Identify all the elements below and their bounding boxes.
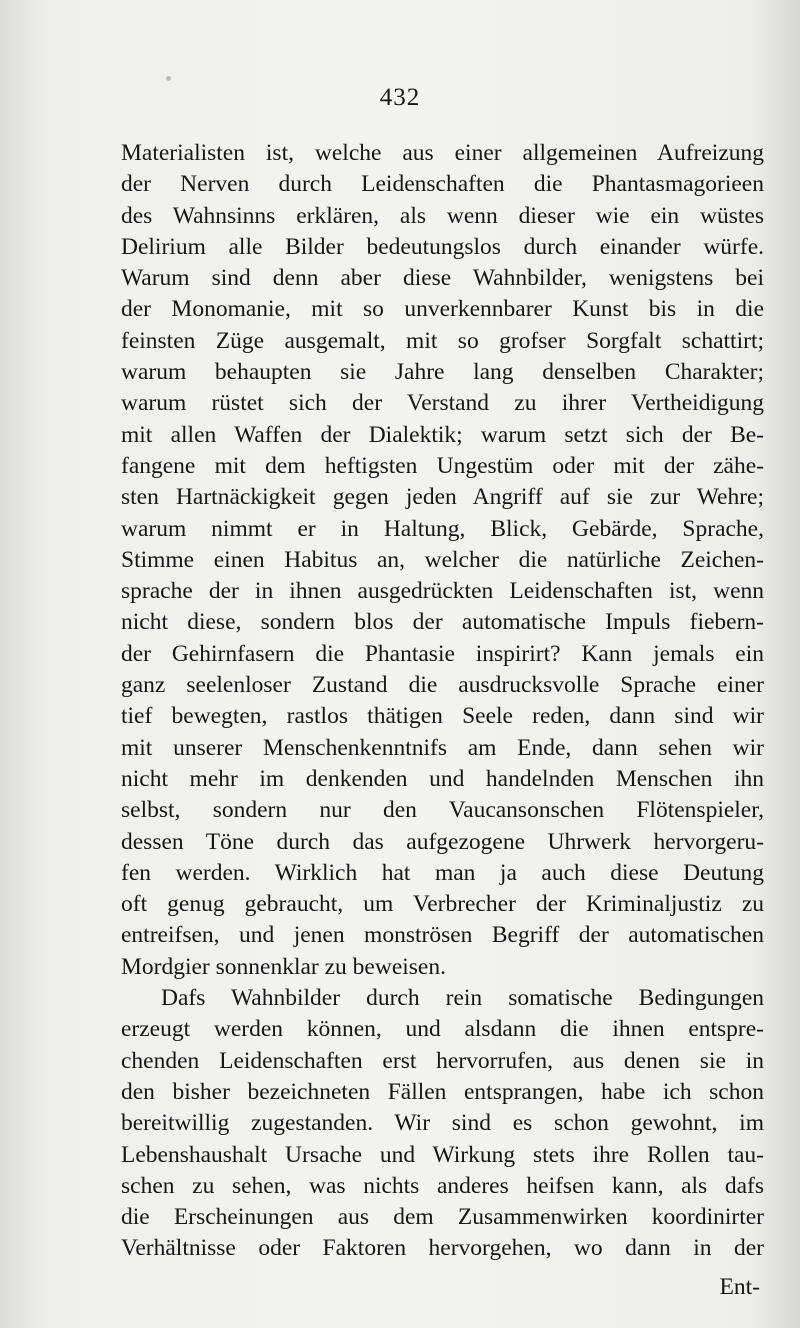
text-line: bereitwillig zugestanden. Wir sind es schon gewohnt, im [121, 1110, 764, 1137]
text-line: warum rüstet sich der Verstand zu ihrer Vertheidigung [121, 390, 764, 417]
text-line: fangene mit dem heftigsten Ungestüm oder mit der zähe- [121, 452, 764, 479]
text-line: Dafs Wahnbilder durch rein somatische Bedingungen [161, 985, 764, 1012]
text-line: chenden Leidenschaften erst hervorrufen, aus denen sie in [121, 1047, 764, 1074]
text-line: den bisher bezeichneten Fällen entsprangen, habe ich schon [121, 1078, 764, 1105]
text-line: selbst, sondern nur den Vaucansonschen Flötenspieler, [121, 797, 764, 824]
text-line: dessen Töne durch das aufgezogene Uhrwerk hervorgeru- [121, 828, 764, 855]
text-line: oft genug gebraucht, um Verbrecher der Kriminaljustiz zu [121, 891, 764, 918]
text-line: des Wahnsinns erklären, als wenn dieser wie ein wüstes [121, 202, 764, 229]
text-line: mit unserer Menschenkenntnifs am Ende, dann sehen wir [121, 734, 764, 761]
text-line: Delirium alle Bilder bedeutungslos durch einander würfe. [121, 233, 764, 260]
text-line: Stimme einen Habitus an, welcher die natürliche Zeichen- [121, 546, 764, 573]
text-line: nicht diese, sondern blos der automatische Impuls fiebern- [121, 609, 764, 636]
catchword: Ent- [719, 1274, 760, 1300]
text-line: der Monomanie, mit so unverkennbarer Kunst bis in die [121, 296, 764, 323]
text-line: Warum sind denn aber diese Wahnbilder, wenigstens bei [121, 265, 764, 292]
text-line: sprache der in ihnen ausgedrückten Leidenschaften ist, wenn [121, 578, 764, 605]
text-line: Mordgier sonnenklar zu beweisen. [121, 953, 446, 980]
page-number: 432 [379, 84, 421, 111]
text-line: der Nerven durch Leidenschaften die Phantasmagorieen [121, 171, 764, 198]
text-line: sten Hartnäckigkeit gegen jeden Angriff auf sie zur Wehre; [121, 484, 764, 511]
text-line: ganz seelenloser Zustand die ausdrucksvolle Sprache einer [121, 672, 764, 699]
text-line: nicht mehr im denkenden und handelnden Menschen ihn [121, 765, 764, 792]
text-line: Verhältnisse oder Faktoren hervorgehen, wo dann in der [121, 1235, 764, 1262]
text-line: fen werden. Wirklich hat man ja auch diese Deutung [121, 859, 764, 886]
text-line: entreifsen, und jenen monströsen Begriff der automatischen [121, 922, 764, 949]
paper-speck [166, 76, 171, 81]
text-line: Lebenshaushalt Ursache und Wirkung stets ihre Rollen tau- [121, 1141, 764, 1168]
text-line: feinsten Züge ausgemalt, mit so grofser Sorgfalt schattirt; [121, 327, 764, 354]
text-line: tief bewegten, rastlos thätigen Seele reden, dann sind wir [121, 703, 764, 730]
text-line: die Erscheinungen aus dem Zusammenwirken koordinirter [121, 1204, 764, 1231]
text-line: schen zu sehen, was nichts anderes heifsen kann, als dafs [121, 1172, 764, 1199]
text-line: erzeugt werden können, und alsdann die ihnen entspre- [121, 1016, 764, 1043]
text-line: warum behaupten sie Jahre lang denselben Charakter; [121, 359, 764, 386]
text-line: mit allen Waffen der Dialektik; warum setzt sich der Be- [121, 421, 764, 448]
text-line: warum nimmt er in Haltung, Blick, Gebärde, Sprache, [121, 515, 764, 542]
body-text [121, 138, 764, 1265]
text-line: Materialisten ist, welche aus einer allgemeinen Aufreizung [121, 140, 764, 166]
text-line: der Gehirnfasern die Phantasie inspirirt? Kann jemals ein [121, 640, 764, 667]
